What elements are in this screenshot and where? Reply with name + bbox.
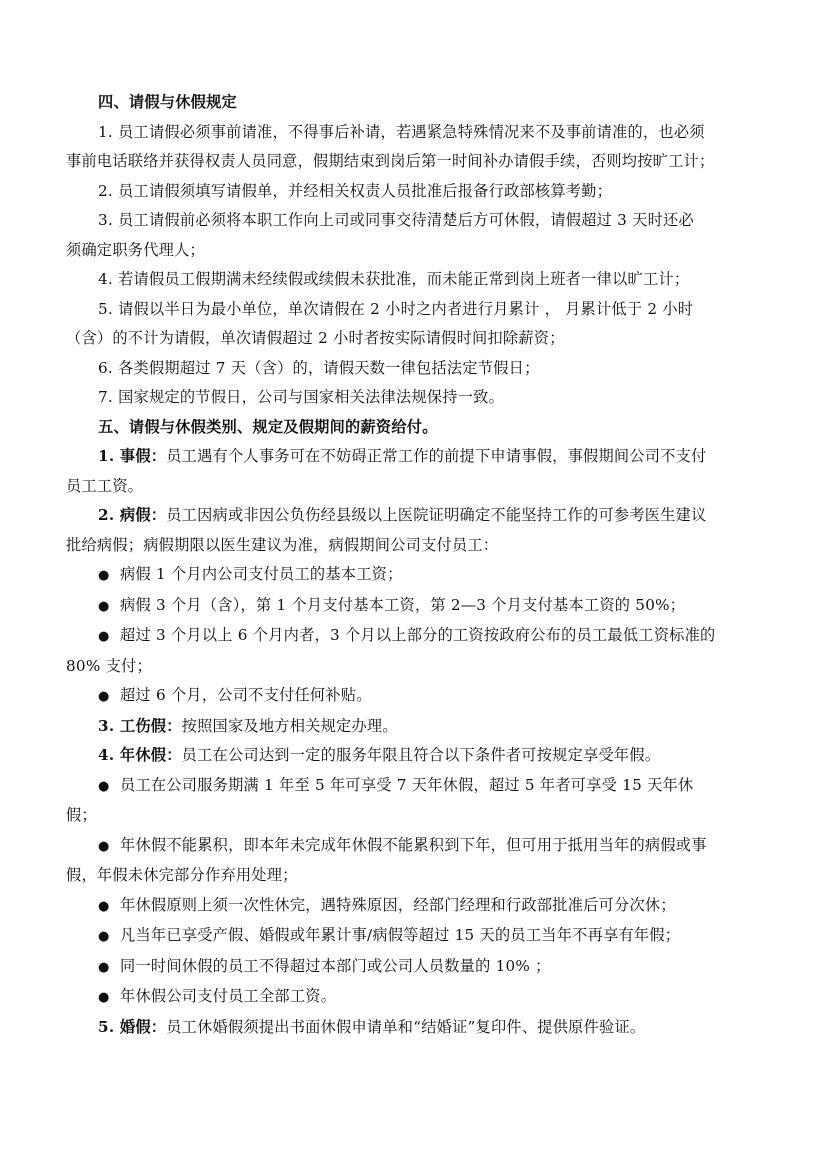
rule-3-line-2: 须确定职务代理人； bbox=[66, 240, 205, 259]
injury-leave-label: 3. 工伤假： bbox=[98, 716, 182, 735]
sick-bullet-2 bbox=[66, 591, 766, 622]
rule-3-line-1: 3. 员工请假前必须将本职工作向上司或同事交待清楚后方可休假，请假超过 3 天时还必 bbox=[98, 211, 694, 229]
rule-2: 2. 员工请假须填写请假单，并经相关权责人员批准后报备行政部核算考勤； bbox=[98, 181, 613, 200]
personal-leave-text: 员工遇有个人事务可在不妨碍正常工作的前提下申请事假，事假期间公司不支付 bbox=[166, 447, 707, 465]
rule-7: 7. 国家规定的节假日，公司与国家相关法律法规保持一致。 bbox=[98, 388, 505, 406]
bullet-icon: ● bbox=[98, 778, 110, 794]
personal-leave-line-2: 员工工资。 bbox=[66, 476, 144, 495]
bullet-icon: ● bbox=[98, 838, 110, 854]
rule-5-line-2: （含）的不计为请假，单次请假超过 2 小时者按实际请假时间扣除薪资； bbox=[66, 329, 565, 347]
annual-bullet-6 bbox=[66, 982, 766, 1013]
annual-bullet-2-cont: 假，年假未休完部分作弃用处理； bbox=[66, 866, 298, 884]
annual-leave-label: 4. 年休假： bbox=[98, 746, 182, 764]
annual-bullet-1-text: 员工在公司服务期满 1 年至 5 年可享受 7 天年休假，超过 5 年者可享受 15 天年休 bbox=[120, 775, 694, 794]
bullet-icon: ● bbox=[98, 929, 110, 944]
bullet-icon: ● bbox=[98, 959, 110, 975]
rule-4: 4. 若请假员工假期满未经续假或续假未获批准，而未能正常到岗上班者一律以旷工计； bbox=[98, 270, 690, 288]
injury-leave bbox=[66, 712, 766, 742]
sick-leave-line-2: 批给病假；病假期限以医生建议为准，病假期间公司支付员工： bbox=[66, 535, 499, 554]
bullet-icon: ● bbox=[98, 689, 110, 704]
annual-leave-text: 员工在公司达到一定的服务年限且符合以下条件者可按规定享受年假。 bbox=[181, 746, 661, 764]
annual-bullet-2 bbox=[66, 831, 766, 862]
bullet-icon: ● bbox=[98, 898, 110, 914]
annual-bullet-4 bbox=[66, 921, 766, 952]
sick-leave-label: 2. 病假： bbox=[98, 506, 167, 524]
rule-1-line-1: 1. 员工请假必须事前请准，不得事后补请，若遇紧急特殊情况来不及事前请准的，也必须 bbox=[98, 122, 705, 141]
sick-leave-text: 员工因病或非因公负伤经县级以上医院证明确定不能坚持工作的可参考医生建议 bbox=[166, 506, 707, 524]
sick-bullet-1-text: 病假 1 个月内公司支付员工的基本工资； bbox=[120, 565, 403, 583]
marriage-leave bbox=[66, 1013, 766, 1043]
sick-bullet-4 bbox=[66, 681, 766, 712]
rule-1-line-2: 事前电话联络并获得权责人员同意，假期结束到岗后第一时间补办请假手续，否则均按旷工计； bbox=[66, 152, 715, 170]
sick-leave-line-1 bbox=[66, 501, 766, 531]
personal-leave-line-1 bbox=[66, 442, 766, 472]
annual-bullet-3-text: 年休假原则上须一次性休完，遇特殊原因，经部门经理和行政部批准后可分次休； bbox=[120, 895, 676, 914]
sick-bullet-4-text: 超过 6 个月，公司不支付任何补贴。 bbox=[120, 686, 372, 704]
document-page bbox=[66, 88, 766, 1042]
sick-bullet-1 bbox=[66, 560, 766, 591]
annual-bullet-4-text: 凡当年已享受产假、婚假或年累计事/病假等超过 15 天的员工当年不再享有年假； bbox=[120, 926, 681, 944]
annual-leave bbox=[66, 741, 766, 771]
sick-bullet-2-text: 病假 3 个月（含），第 1 个月支付基本工资，第 2—3 个月支付基本工资的 50%； bbox=[120, 595, 686, 614]
sick-bullet-3-text: 超过 3 个月以上 6 个月内者，3 个月以上部分的工资按政府公布的员工最低工资标准的 bbox=[120, 626, 716, 644]
marriage-leave-label: 5. 婚假： bbox=[98, 1017, 167, 1036]
annual-bullet-1 bbox=[66, 771, 766, 802]
annual-bullet-5-text: 同一时间休假的员工不得超过本部门或公司人员数量的 10% ； bbox=[120, 956, 551, 975]
rule-5-line-1: 5. 请假以半日为最小单位，单次请假在 2 小时之内者进行月累计 ， 月累计低于 2 小时 bbox=[98, 299, 694, 318]
annual-bullet-3 bbox=[66, 891, 766, 922]
rule-6: 6. 各类假期超过 7 天（含）的，请假天数一律包括法定节假日； bbox=[98, 358, 540, 377]
bullet-icon: ● bbox=[98, 629, 110, 644]
bullet-icon: ● bbox=[98, 598, 110, 614]
section-4-heading: 四、请假与休假规定 bbox=[98, 93, 237, 111]
bullet-icon: ● bbox=[98, 990, 110, 1005]
annual-bullet-5 bbox=[66, 952, 766, 983]
marriage-leave-text: 员工休婚假须提出书面休假申请单和“结婚证”复印件、提供原件验证。 bbox=[166, 1017, 646, 1036]
section-5-heading: 五、请假与休假类别、规定及假期间的薪资给付。 bbox=[98, 417, 438, 436]
annual-bullet-2-text: 年休假不能累积，即本年未完成年休假不能累积到下年，但可用于抵用当年的病假或事 bbox=[120, 835, 707, 854]
annual-bullet-6-text: 年休假公司支付员工全部工资。 bbox=[120, 987, 337, 1005]
sick-bullet-3 bbox=[66, 621, 766, 652]
annual-bullet-1-cont: 假； bbox=[66, 806, 97, 824]
injury-leave-text: 按照国家及地方相关规定办理。 bbox=[181, 716, 398, 735]
personal-leave-label: 1. 事假： bbox=[98, 447, 167, 465]
sick-bullet-3-cont: 80% 支付； bbox=[66, 656, 152, 675]
bullet-icon: ● bbox=[98, 568, 110, 583]
